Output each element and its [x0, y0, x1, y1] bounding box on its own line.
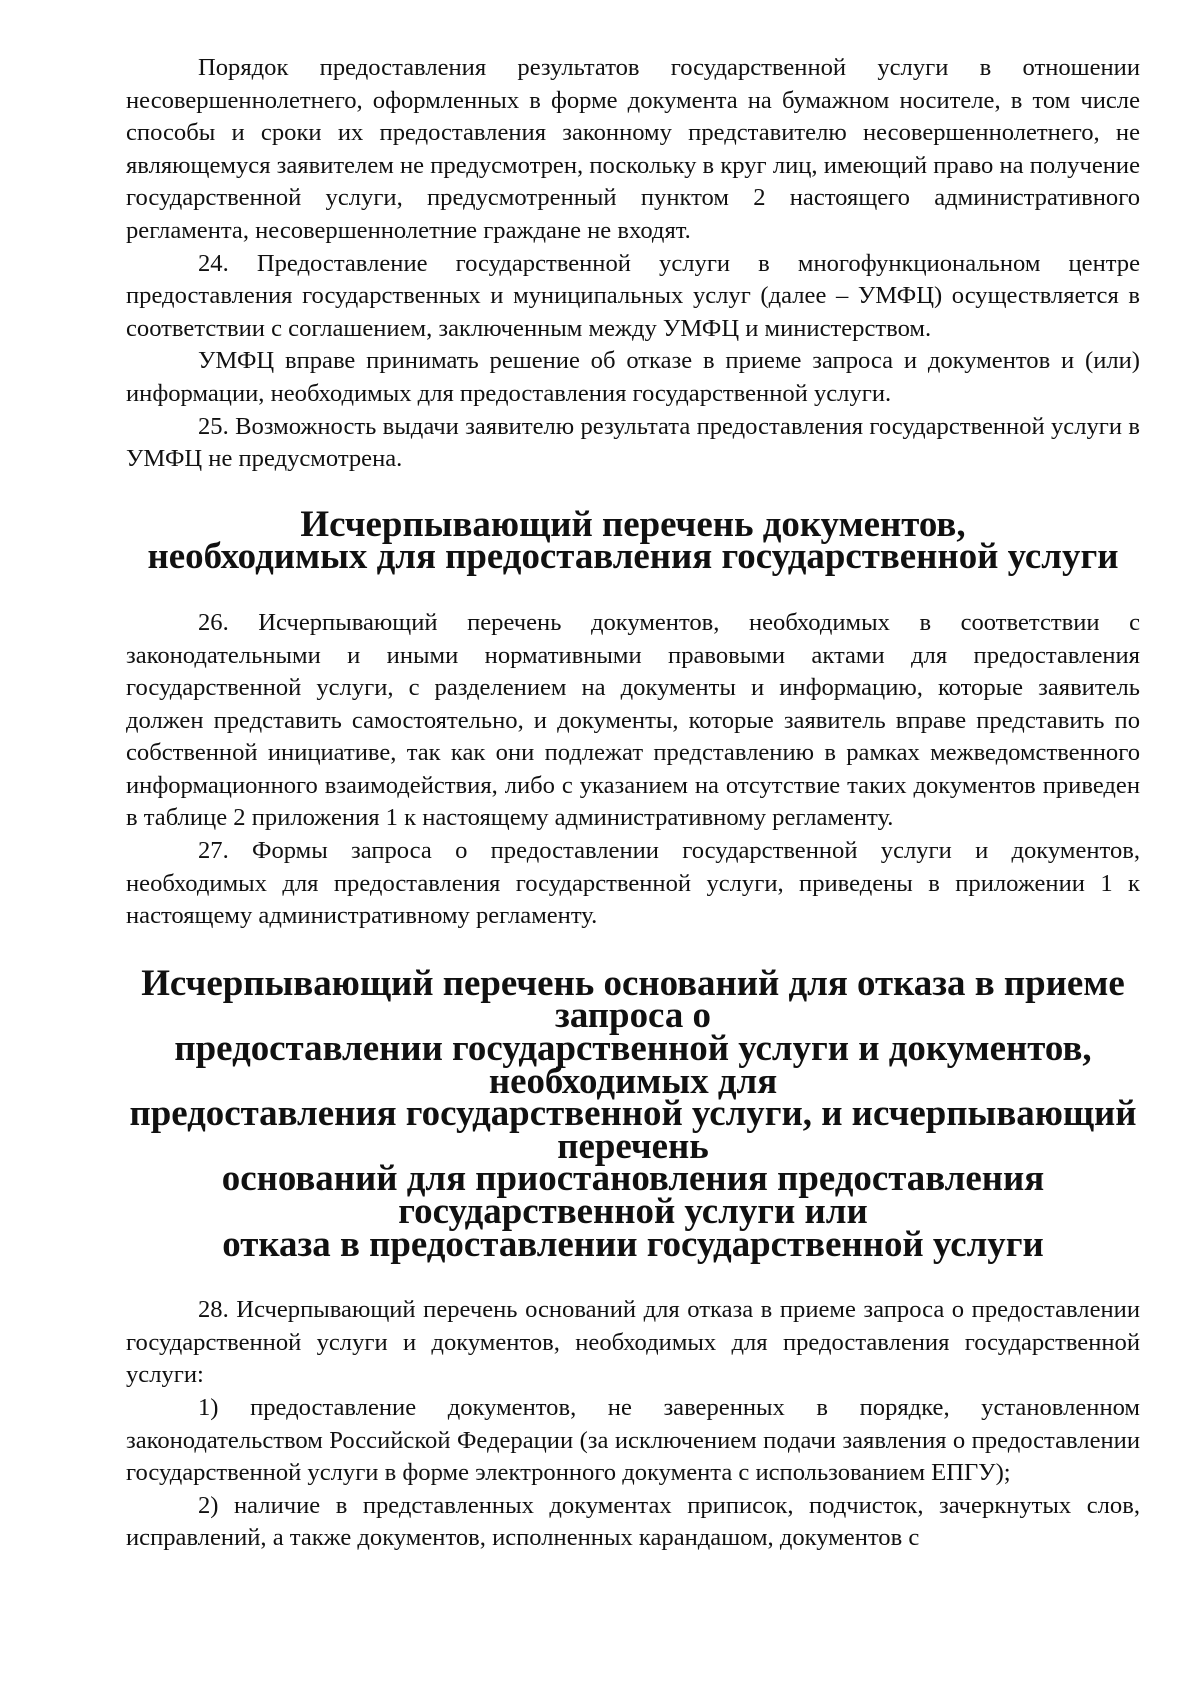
paragraph-umfc-refusal: УМФЦ вправе принимать решение об отказе в приеме запроса и документов и (или) информации, необходимых для предоставления государственной услуги.: [126, 347, 1140, 407]
paragraph-27: 27. Формы запроса о предоставлении государственной услуги и документов, необходимых для предоставления государственной услуги, приведены в приложении 1 к настоящему административному регламенту.: [126, 837, 1140, 930]
heading-line: Исчерпывающий перечень оснований для отказа в приеме запроса о: [141, 961, 1125, 1036]
paragraph-24: 24. Предоставление государственной услуги в многофункциональном центре предоставления государственных и муниципальных услуг (далее – УМФЦ) осуществляется в соответствии с соглашением, заключенным между УМФЦ и министерством.: [126, 249, 1140, 342]
heading-line: предоставления государственной услуги, и исчерпывающий перечень: [129, 1092, 1137, 1166]
document-page: [126, 52, 1140, 1555]
paragraph-28-item-2: 2) наличие в представленных документах приписок, подчисток, зачеркнутых слов, исправлений, а также документов, исполненных карандашом, документов с: [126, 1491, 1140, 1552]
spacer: [126, 573, 1140, 607]
paragraph-minor-results: Порядок предоставления результатов государственной услуги в отношении несовершеннолетнего, оформленных в форме документа на бумажном носителе, в том числе способы и сроки их предоставления законному представителю несовершеннолетнего, не являющемуся заявителем не предусмотрен, поскольку в круг лиц, имеющий право на получение государственной услуги, предусмотренный пунктом 2 настоящего административного регламента, несовершеннолетние граждане не входят.: [126, 54, 1140, 244]
heading-line: предоставлении государственной услуги и документов, необходимых для: [174, 1027, 1092, 1101]
heading-line: отказа в предоставлении государственной услуги: [222, 1222, 1044, 1264]
spacer: [126, 1260, 1140, 1294]
paragraph-28-item-1: 1) предоставление документов, не заверенных в порядке, установленном законодательством Российской Федерации (за исключением подачи заявления о предоставлении государственной услуги в форме электронного документа с использованием ЕПГУ);: [126, 1393, 1140, 1487]
heading-line: необходимых для предоставления государственной услуги: [147, 535, 1119, 577]
paragraph-26: 26. Исчерпывающий перечень документов, необходимых в соответствии с законодательными и иными нормативными правовыми актами для предоставления государственной услуги, с разделением на документы и информацию, которые заявитель должен представить самостоятельно, и документы, которые заявитель вправе представить по собственной инициативе, так как они подлежат представлению в рамках межведомственного информационного взаимодействия, либо с указанием на отсутствие таких документов приведен в таблице 2 приложения 1 к настоящему административному регламенту.: [126, 608, 1140, 832]
heading-line: Исчерпывающий перечень документов,: [300, 502, 966, 544]
paragraph-25: 25. Возможность выдачи заявителю результата предоставления государственной услуги в УМФЦ не предусмотрена.: [126, 412, 1140, 473]
section-heading-documents: [126, 502, 1140, 577]
heading-line: оснований для приостановления предоставления государственной услуги или: [221, 1157, 1045, 1231]
section-heading-refusal-grounds: [126, 961, 1140, 1264]
paragraph-28: 28. Исчерпывающий перечень оснований для отказа в приеме запроса о предоставлении государственной услуги и документов, необходимых для предоставления государственной услуги:: [126, 1296, 1140, 1389]
